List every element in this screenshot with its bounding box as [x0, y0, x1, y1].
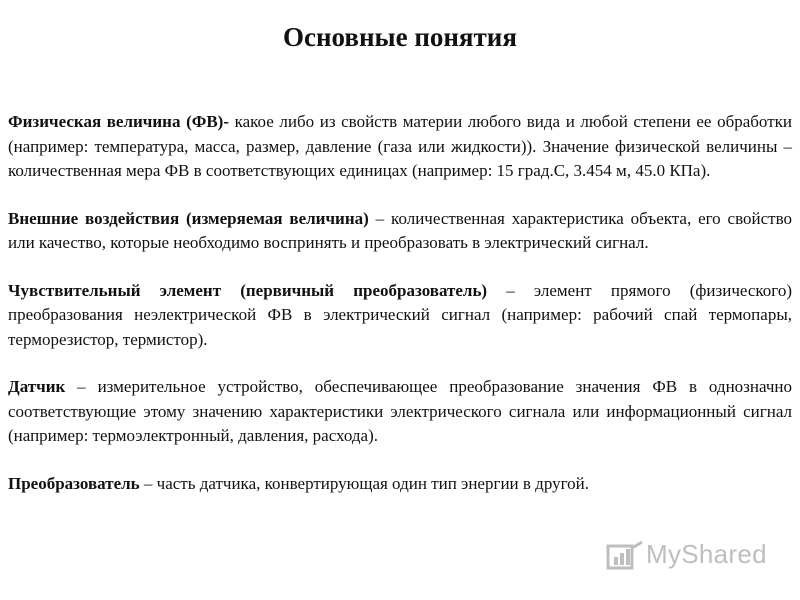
slide-title: Основные понятия: [283, 22, 517, 52]
definition-transducer: – часть датчика, конвертирующая один тип энергии в другой.: [139, 473, 589, 493]
term-sensing-element: Чувствительный элемент (первичный преобразователь): [8, 280, 488, 300]
paragraph-physical-quantity: [8, 110, 792, 184]
definition-external-influences: – количественная характеристика объекта, его свойство или качество, которые необходимо воспринять и преобразовать в электрический сигнал.: [8, 208, 792, 252]
definition-physical-quantity: какое либо из свойств материи любого вида и любой степени ее обработки (например: температура, масса, размер, давление (газа или жидкости)). Значение физической величины – количественная мера ФВ в соответствующих единицах (например: 15 град.С, 3.454 м, 45.0 КПа).: [8, 112, 792, 180]
watermark-text: MyShared: [646, 539, 767, 569]
paragraph-sensing-element: [8, 279, 792, 353]
slide-content: [8, 110, 792, 519]
term-physical-quantity: Физическая величина (ФВ)-: [8, 112, 229, 131]
term-external-influences: Внешние воздействия (измеряемая величина): [8, 208, 369, 228]
definition-sensing-element: – элемент прямого (физического) преобразования неэлектрической ФВ в электрический сигнал (например: рабочий спай термопары, терморезистор, термистор).: [8, 280, 792, 349]
paragraph-external-influences: [8, 207, 792, 256]
term-sensor: Датчик: [8, 377, 66, 396]
myshared-logo-icon: [606, 538, 646, 572]
paragraph-sensor: [8, 375, 792, 449]
myshared-watermark: [606, 534, 776, 574]
definition-sensor: – измерительное устройство, обеспечивающее преобразование значения ФВ в однозначно соответствующие этому значению характеристики электрического сигнала или информационный сигнал (например: термоэлектронный, давления, расхода).: [8, 377, 792, 445]
term-transducer: Преобразователь: [8, 473, 140, 493]
paragraph-transducer: [8, 472, 792, 497]
